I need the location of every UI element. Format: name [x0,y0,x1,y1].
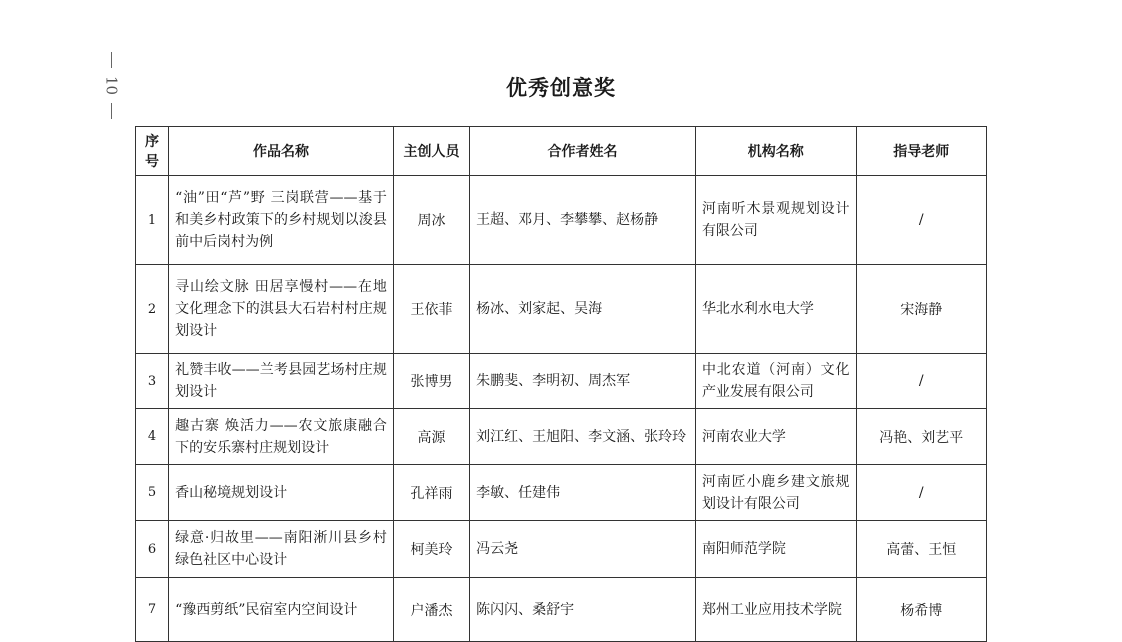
cell-institution: 中北农道（河南）文化产业发展有限公司 [695,354,856,409]
cell-collaborators: 李敏、任建伟 [470,465,696,521]
header-collaborators: 合作者姓名 [470,127,696,176]
page-number: 10 [102,76,121,96]
cell-work-title: “油”田“芦”野 三岗联营——基于和美乡村政策下的乡村规划以浚县前中后岗村为例 [169,176,394,265]
cell-advisor: 高蕾、王恒 [856,521,987,578]
cell-author: 张博男 [393,354,469,409]
cell-collaborators: 朱鹏斐、李明初、周杰军 [470,354,696,409]
cell-collaborators: 冯云尧 [470,521,696,578]
page-number-top-rule [111,52,112,68]
cell-collaborators: 王超、邓月、李攀攀、赵杨静 [470,176,696,265]
cell-index: 5 [136,465,169,521]
cell-collaborators: 刘江红、王旭阳、李文涵、张玲玲 [470,409,696,465]
cell-advisor: 冯艳、刘艺平 [856,409,987,465]
table-header-row [136,127,987,176]
cell-institution: 华北水利水电大学 [695,265,856,354]
page-title: 优秀创意奖 [506,76,616,100]
cell-index: 3 [136,354,169,409]
cell-author: 周冰 [393,176,469,265]
cell-work-title: 趣古寨 焕活力——农文旅康融合下的安乐寨村庄规划设计 [169,409,394,465]
cell-collaborators: 杨冰、刘家起、吴海 [470,265,696,354]
cell-work-title: 寻山绘文脉 田居享慢村——在地文化理念下的淇县大石岩村村庄规划设计 [169,265,394,354]
cell-author: 王依菲 [393,265,469,354]
cell-institution: 河南听木景观规划设计有限公司 [695,176,856,265]
cell-institution: 河南匠小鹿乡建文旅规划设计有限公司 [695,465,856,521]
cell-institution: 南阳师范学院 [695,521,856,578]
cell-collaborators: 陈闪闪、桑舒宇 [470,578,696,642]
award-table [135,126,987,642]
page-number-bottom-rule [111,103,112,119]
cell-index: 2 [136,265,169,354]
table-row [136,176,987,265]
cell-advisor: / [856,176,987,265]
cell-institution: 河南农业大学 [695,409,856,465]
table-row [136,578,987,642]
header-institution: 机构名称 [695,127,856,176]
header-advisor: 指导老师 [856,127,987,176]
cell-author: 孔祥雨 [393,465,469,521]
table-row [136,521,987,578]
cell-author: 高源 [393,409,469,465]
header-index: 序号 [136,127,169,176]
cell-index: 6 [136,521,169,578]
cell-index: 7 [136,578,169,642]
table-row [136,354,987,409]
table-row [136,409,987,465]
cell-advisor: / [856,354,987,409]
cell-work-title: 礼赞丰收——兰考县园艺场村庄规划设计 [169,354,394,409]
cell-author: 柯美玲 [393,521,469,578]
cell-institution: 郑州工业应用技术学院 [695,578,856,642]
cell-work-title: “豫西剪纸”民宿室内空间设计 [169,578,394,642]
cell-advisor: 宋海静 [856,265,987,354]
cell-author: 户潘杰 [393,578,469,642]
cell-work-title: 绿意·归故里——南阳淅川县乡村绿色社区中心设计 [169,521,394,578]
cell-index: 4 [136,409,169,465]
cell-index: 1 [136,176,169,265]
table-row [136,265,987,354]
cell-work-title: 香山秘境规划设计 [169,465,394,521]
header-work-title: 作品名称 [169,127,394,176]
header-author: 主创人员 [393,127,469,176]
cell-advisor: 杨希博 [856,578,987,642]
table-row [136,465,987,521]
cell-advisor: / [856,465,987,521]
